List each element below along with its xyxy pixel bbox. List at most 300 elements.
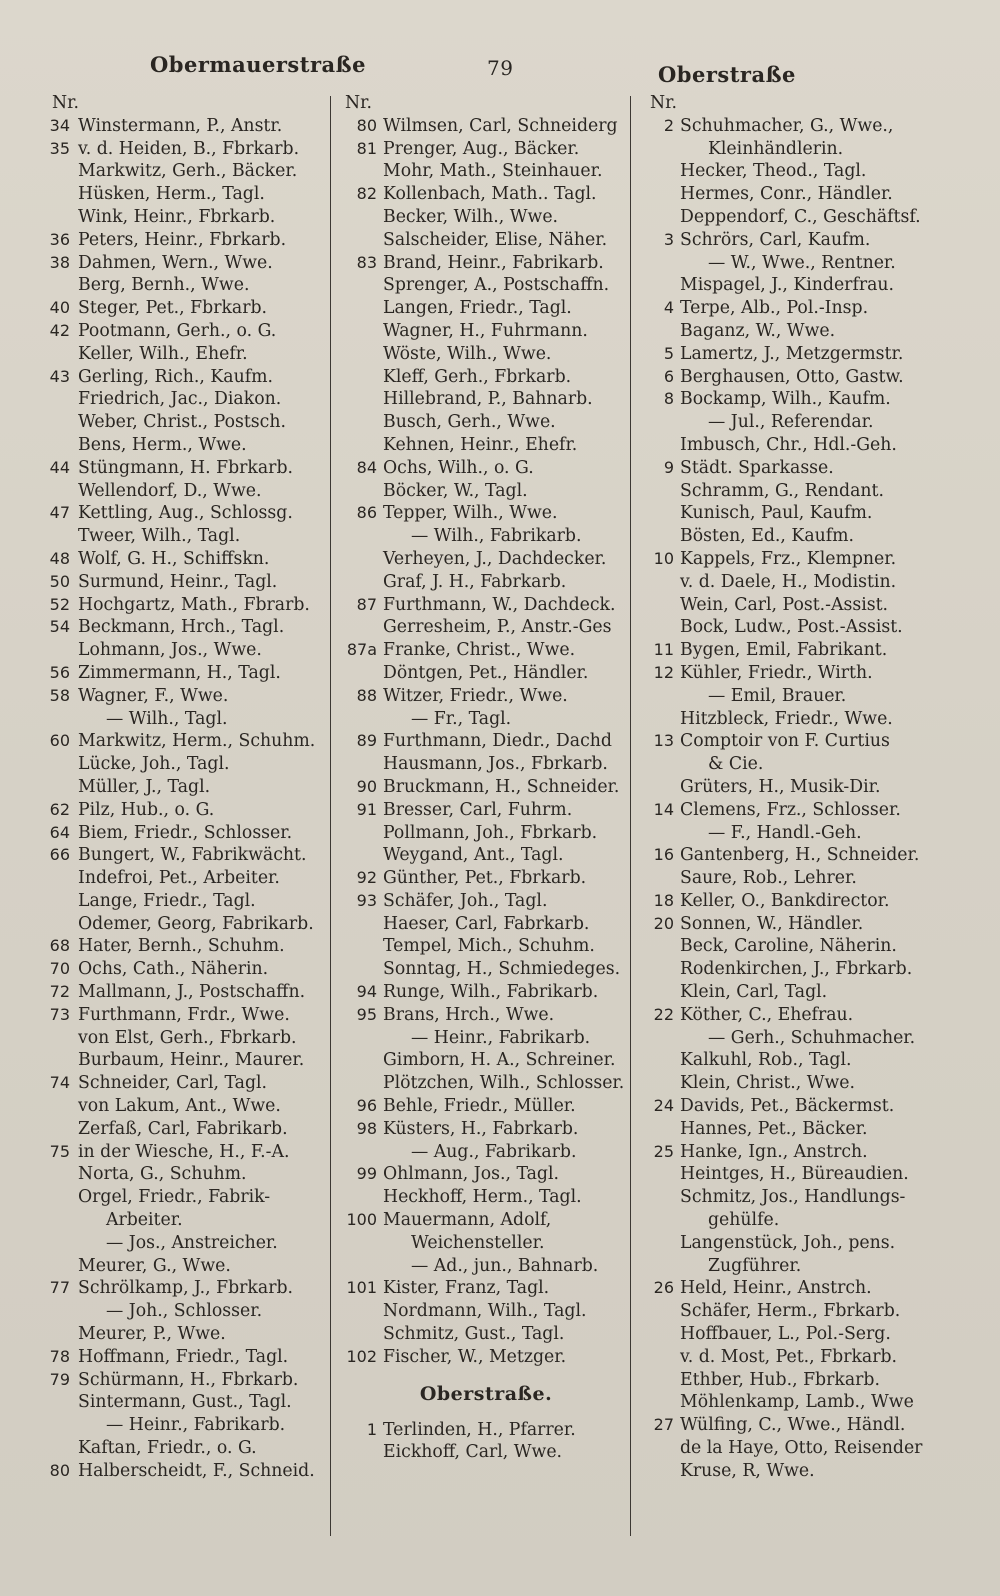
directory-entry [30, 958, 322, 981]
directory-entry [337, 434, 635, 457]
resident-text: Hillebrand, P., Bahnarb. [383, 389, 593, 410]
nr-column-label: Nr. [345, 93, 372, 113]
directory-entry [337, 616, 635, 639]
directory-entry [636, 183, 936, 206]
directory-entry [636, 662, 936, 685]
resident-text: Ohlmann, Jos., Tagl. [383, 1164, 560, 1185]
directory-entry [30, 434, 322, 457]
house-number: 38 [49, 252, 70, 272]
resident-text: Arbeiter. [106, 1210, 183, 1231]
resident-text: Wolf, G. H., Schiffskn. [78, 548, 270, 569]
directory-entry [337, 1141, 635, 1164]
directory-entry [337, 639, 635, 662]
resident-text: Schmitz, Jos., Handlungs- [680, 1187, 906, 1208]
house-number: 77 [49, 1278, 70, 1298]
house-number: 14 [653, 799, 674, 819]
directory-entry [636, 890, 936, 913]
page-header [40, 52, 960, 88]
directory-entry [337, 822, 635, 845]
house-number: 44 [49, 457, 70, 477]
resident-text: Odemer, Georg, Fabrikarb. [78, 913, 314, 934]
house-number: 12 [653, 662, 674, 682]
directory-entry [636, 571, 936, 594]
directory-entry [636, 616, 936, 639]
directory-entry [30, 138, 322, 161]
directory-entry [337, 457, 635, 480]
resident-text: Halberscheidt, F., Schneid. [78, 1460, 315, 1481]
resident-text: Günther, Pet., Fbrkarb. [383, 868, 587, 889]
resident-text: Kaftan, Friedr., o. G. [78, 1438, 257, 1459]
house-number: 99 [356, 1164, 377, 1184]
directory-entry [636, 525, 936, 548]
directory-entry [337, 343, 635, 366]
directory-entry [30, 1186, 322, 1209]
directory-entry [636, 252, 936, 275]
directory-entry [30, 160, 322, 183]
directory-entry [30, 1437, 322, 1460]
resident-text: — Jul., Referendar. [708, 412, 874, 433]
resident-text: Sonntag, H., Schmiedeges. [383, 959, 621, 980]
header-right-street: Oberstraße [658, 62, 796, 87]
resident-text: Mohr, Math., Steinhauer. [383, 161, 603, 182]
directory-entry [30, 1300, 322, 1323]
directory-entry [636, 480, 936, 503]
directory-entry [636, 1163, 936, 1186]
resident-text: Pilz, Hub., o. G. [78, 799, 215, 820]
directory-entry [30, 343, 322, 366]
resident-text: Baganz, W., Wwe. [680, 320, 836, 341]
page-number: 79 [487, 56, 514, 80]
resident-text: v. d. Most, Pet., Fbrkarb. [680, 1346, 898, 1367]
directory-entry [30, 548, 322, 571]
resident-text: Wülfing, C., Wwe., Händl. [680, 1415, 906, 1436]
directory-entry [30, 525, 322, 548]
house-number: 81 [356, 138, 377, 158]
house-number: 35 [49, 138, 70, 158]
directory-entry [30, 252, 322, 275]
directory-entry [636, 502, 936, 525]
directory-entry [636, 1323, 936, 1346]
directory-entry [30, 571, 322, 594]
directory-entry [30, 1255, 322, 1278]
resident-text: Verheyen, J., Dachdecker. [383, 548, 607, 569]
resident-text: Hitzbleck, Friedr., Wwe. [680, 708, 893, 729]
directory-entry [337, 1323, 635, 1346]
resident-text: Ochs, Cath., Näherin. [78, 959, 269, 980]
house-number: 8 [663, 389, 674, 409]
resident-text: Biem, Friedr., Schlosser. [78, 822, 293, 843]
resident-text: Furthmann, Diedr., Dachd [383, 731, 612, 752]
directory-entry [337, 411, 635, 434]
directory-entry [30, 274, 322, 297]
directory-entry [636, 708, 936, 731]
directory-entry [337, 981, 635, 1004]
directory-entry [30, 1277, 322, 1300]
directory-entry [30, 388, 322, 411]
resident-text: Lücke, Joh., Tagl. [78, 754, 230, 775]
resident-text: Kappels, Frz., Klempner. [680, 548, 897, 569]
directory-entry [30, 1391, 322, 1414]
resident-text: Sintermann, Gust., Tagl. [78, 1392, 292, 1413]
directory-entry [636, 411, 936, 434]
directory-entry [636, 913, 936, 936]
house-number: 96 [356, 1096, 377, 1116]
directory-entry [30, 1209, 322, 1232]
resident-text: Sonnen, W., Händler. [680, 913, 864, 934]
house-number: 22 [653, 1004, 674, 1024]
directory-entry [636, 1186, 936, 1209]
directory-entry [636, 594, 936, 617]
directory-entry [30, 708, 322, 731]
resident-text: Müller, J., Tagl. [78, 776, 211, 797]
directory-entry [636, 206, 936, 229]
resident-text: Runge, Wilh., Fabrikarb. [383, 982, 599, 1003]
resident-text: Heckhoff, Herm., Tagl. [383, 1187, 582, 1208]
directory-entry [30, 229, 322, 252]
column-3 [636, 92, 936, 1483]
resident-text: Kehnen, Heinr., Ehefr. [383, 434, 578, 455]
resident-text: gehülfe. [708, 1210, 780, 1231]
directory-entry [636, 1141, 936, 1164]
house-number: 43 [49, 366, 70, 386]
directory-entry [30, 480, 322, 503]
directory-entry [337, 844, 635, 867]
resident-text: Bygen, Emil, Fabrikant. [680, 640, 888, 661]
directory-entry [30, 594, 322, 617]
resident-text: Becker, Wilh., Wwe. [383, 206, 559, 227]
resident-text: — Gerh., Schuhmacher. [708, 1027, 916, 1048]
resident-text: Imbusch, Chr., Hdl.-Geh. [680, 434, 897, 455]
resident-text: Pollmann, Joh., Fbrkarb. [383, 822, 598, 843]
resident-text: Wöste, Wilh., Wwe. [383, 343, 552, 364]
resident-text: Schrörs, Carl, Kaufm. [680, 229, 871, 250]
house-number: 50 [49, 571, 70, 591]
resident-text: Peters, Heinr., Fbrkarb. [78, 229, 287, 250]
resident-text: von Elst, Gerh., Fbrkarb. [78, 1027, 297, 1048]
house-number: 98 [356, 1118, 377, 1138]
directory-entry [636, 1095, 936, 1118]
resident-text: Friedrich, Jac., Diakon. [78, 389, 282, 410]
directory-entry [30, 981, 322, 1004]
directory-entry [337, 753, 635, 776]
column-divider [330, 96, 331, 1536]
resident-text: Kettling, Aug., Schlossg. [78, 503, 293, 524]
resident-text: — Wilh., Fabrikarb. [411, 526, 582, 547]
directory-entry [337, 1163, 635, 1186]
directory-entry [337, 958, 635, 981]
resident-text: Schuhmacher, G., Wwe., [680, 115, 894, 136]
directory-entry [636, 639, 936, 662]
resident-text: & Cie. [708, 754, 764, 775]
resident-text: Comptoir von F. Curtius [680, 731, 890, 752]
directory-entry [30, 366, 322, 389]
resident-text: Burbaum, Heinr., Maurer. [78, 1050, 305, 1071]
resident-text: Bresser, Carl, Fuhrm. [383, 799, 573, 820]
house-number: 20 [653, 913, 674, 933]
directory-entry [636, 548, 936, 571]
directory-entry [337, 320, 635, 343]
resident-text: Nordmann, Wilh., Tagl. [383, 1301, 587, 1322]
directory-entry [337, 1232, 635, 1255]
house-number: 70 [49, 959, 70, 979]
directory-entry [636, 1255, 936, 1278]
resident-text: Wilmsen, Carl, Schneiderg [383, 115, 618, 136]
house-number: 36 [49, 229, 70, 249]
directory-entry [636, 1004, 936, 1027]
directory-entry [30, 1095, 322, 1118]
house-number: 72 [49, 982, 70, 1002]
resident-text: Busch, Gerh., Wwe. [383, 412, 556, 433]
directory-entry [636, 958, 936, 981]
directory-entry [337, 388, 635, 411]
resident-text: Grüters, H., Musik-Dir. [680, 776, 881, 797]
directory-entry [30, 730, 322, 753]
directory-entry [30, 1049, 322, 1072]
directory-entry [30, 457, 322, 480]
directory-entry [337, 183, 635, 206]
house-number: 89 [356, 731, 377, 751]
resident-text: Terpe, Alb., Pol.-Insp. [680, 298, 869, 319]
resident-text: Deppendorf, C., Geschäftsf. [680, 206, 921, 227]
directory-entry [30, 844, 322, 867]
resident-text: Hermes, Conr., Händler. [680, 184, 893, 205]
directory-entry [337, 799, 635, 822]
directory-entry [30, 1460, 322, 1483]
resident-text: Hochgartz, Math., Fbrarb. [78, 594, 310, 615]
directory-entry [30, 753, 322, 776]
directory-entry [636, 1414, 936, 1437]
directory-entry [636, 1346, 936, 1369]
resident-text: — W., Wwe., Rentner. [708, 252, 896, 273]
directory-entry [337, 1209, 635, 1232]
resident-text: Held, Heinr., Anstrch. [680, 1278, 872, 1299]
resident-text: Meurer, G., Wwe. [78, 1255, 231, 1276]
resident-text: Prenger, Aug., Bäcker. [383, 138, 580, 159]
house-number: 78 [49, 1346, 70, 1366]
resident-text: Hüsken, Herm., Tagl. [78, 184, 265, 205]
resident-text: Markwitz, Gerh., Bäcker. [78, 161, 298, 182]
directory-entry [30, 1004, 322, 1027]
directory-entry [636, 297, 936, 320]
resident-text: Brand, Heinr., Fabrikarb. [383, 252, 604, 273]
house-number: 42 [49, 320, 70, 340]
resident-text: Salscheider, Elise, Näher. [383, 229, 608, 250]
resident-text: Hanke, Ign., Anstrch. [680, 1141, 868, 1162]
house-number: 91 [356, 799, 377, 819]
directory-entry [30, 1027, 322, 1050]
resident-text: von Lakum, Ant., Wwe. [78, 1096, 281, 1117]
house-number: 90 [356, 776, 377, 796]
resident-text: Norta, G., Schuhm. [78, 1164, 247, 1185]
directory-entry [636, 1369, 936, 1392]
house-number: 80 [49, 1460, 70, 1480]
directory-entry [636, 776, 936, 799]
house-number: 60 [49, 731, 70, 751]
directory-entry [337, 502, 635, 525]
house-number: 24 [653, 1096, 674, 1116]
directory-entry [337, 1049, 635, 1072]
directory-entry [337, 776, 635, 799]
house-number: 73 [49, 1004, 70, 1024]
directory-entry [636, 981, 936, 1004]
directory-entry [337, 548, 635, 571]
directory-entry [337, 571, 635, 594]
directory-entry [30, 776, 322, 799]
directory-entry [636, 1232, 936, 1255]
house-number: 101 [346, 1278, 377, 1298]
resident-text: Hausmann, Jos., Fbrkarb. [383, 754, 608, 775]
house-number: 66 [49, 845, 70, 865]
resident-text: Weber, Christ., Postsch. [78, 412, 286, 433]
resident-text: Keller, O., Bankdirector. [680, 890, 890, 911]
directory-entry [337, 160, 635, 183]
directory-entry [337, 297, 635, 320]
resident-text: Beck, Caroline, Näherin. [680, 936, 897, 957]
directory-entry [30, 115, 322, 138]
resident-text: Sprenger, A., Postschaffn. [383, 275, 610, 296]
house-number: 58 [49, 685, 70, 705]
directory-entry [30, 639, 322, 662]
resident-text: Kalkuhl, Rob., Tagl. [680, 1050, 852, 1071]
resident-text: Stüngmann, H. Fbrkarb. [78, 457, 294, 478]
resident-text: Steger, Pet., Fbrkarb. [78, 298, 268, 319]
directory-entry [337, 730, 635, 753]
house-number: 5 [663, 343, 674, 363]
resident-text: Weygand, Ant., Tagl. [383, 845, 564, 866]
resident-text: Mispagel, J., Kinderfrau. [680, 275, 895, 296]
directory-entry [30, 890, 322, 913]
resident-text: Kister, Franz, Tagl. [383, 1278, 550, 1299]
directory-entry [636, 343, 936, 366]
directory-entry [337, 1277, 635, 1300]
directory-entry [337, 708, 635, 731]
resident-text: Schrölkamp, J., Fbrkarb. [78, 1278, 294, 1299]
directory-entry [636, 1072, 936, 1095]
directory-entry [337, 867, 635, 890]
directory-entry [30, 1141, 322, 1164]
directory-entry [636, 366, 936, 389]
resident-text: Hannes, Pet., Bäcker. [680, 1118, 868, 1139]
directory-entry [30, 1072, 322, 1095]
resident-text: Behle, Friedr., Müller. [383, 1096, 576, 1117]
directory-entry [337, 206, 635, 229]
directory-entry [636, 753, 936, 776]
directory-entry [337, 890, 635, 913]
resident-text: Bösten, Ed., Kaufm. [680, 526, 855, 547]
house-number: 34 [49, 115, 70, 135]
resident-text: Keller, Wilh., Ehefr. [78, 343, 248, 364]
resident-text: Lange, Friedr., Tagl. [78, 890, 256, 911]
resident-text: — Fr., Tagl. [411, 708, 512, 729]
resident-text: Plötzchen, Wilh., Schlosser. [383, 1073, 625, 1094]
house-number: 83 [356, 252, 377, 272]
house-number: 82 [356, 184, 377, 204]
resident-text: Schäfer, Herm., Fbrkarb. [680, 1301, 901, 1322]
directory-entry [636, 1391, 936, 1414]
directory-entry [337, 229, 635, 252]
directory-entry [636, 867, 936, 890]
house-number: 56 [49, 662, 70, 682]
directory-entry [636, 1300, 936, 1323]
resident-text: Davids, Pet., Bäckermst. [680, 1096, 895, 1117]
directory-entry [337, 252, 635, 275]
resident-text: Tempel, Mich., Schuhm. [383, 936, 595, 957]
house-number: 87a [346, 640, 377, 660]
directory-entry [30, 297, 322, 320]
resident-text: — Heinr., Fabrikarb. [411, 1027, 591, 1048]
resident-text: Furthmann, Frdr., Wwe. [78, 1004, 290, 1025]
directory-entry [636, 434, 936, 457]
directory-entry [636, 457, 936, 480]
resident-text: de la Haye, Otto, Reisender [680, 1438, 923, 1459]
directory-entry [636, 844, 936, 867]
directory-entry [337, 1300, 635, 1323]
directory-entry [636, 935, 936, 958]
resident-text: Hoffmann, Friedr., Tagl. [78, 1346, 289, 1367]
resident-text: Bock, Ludw., Post.-Assist. [680, 617, 903, 638]
directory-entry [30, 867, 322, 890]
house-number: 92 [356, 868, 377, 888]
directory-entry [30, 822, 322, 845]
resident-text: Haeser, Carl, Fabrkarb. [383, 913, 590, 934]
resident-text: Wagner, F., Wwe. [78, 685, 229, 706]
directory-entry [30, 1323, 322, 1346]
directory-entry [337, 594, 635, 617]
directory-entry [337, 480, 635, 503]
house-number: 80 [356, 115, 377, 135]
directory-entry [337, 913, 635, 936]
resident-text: Berghausen, Otto, Gastw. [680, 366, 904, 387]
house-number: 79 [49, 1369, 70, 1389]
directory-entry [337, 685, 635, 708]
resident-text: Clemens, Frz., Schlosser. [680, 799, 901, 820]
resident-text: Ochs, Wilh., o. G. [383, 457, 534, 478]
resident-text: Berg, Bernh., Wwe. [78, 275, 250, 296]
resident-text: Bungert, W., Fabrikwächt. [78, 845, 307, 866]
directory-entry [636, 1460, 936, 1483]
directory-entry [337, 1072, 635, 1095]
house-number: 6 [663, 366, 674, 386]
directory-entry [636, 1277, 936, 1300]
resident-text: Schäfer, Joh., Tagl. [383, 890, 548, 911]
resident-text: Hecker, Theod., Tagl. [680, 161, 867, 182]
directory-entry [337, 1255, 635, 1278]
house-number: 27 [653, 1415, 674, 1435]
resident-text: Tweer, Wilh., Tagl. [78, 526, 241, 547]
resident-text: Ethber, Hub., Fbrkarb. [680, 1369, 880, 1390]
nr-column-label: Nr. [52, 93, 79, 113]
resident-text: Markwitz, Herm., Schuhm. [78, 731, 316, 752]
house-number: 25 [653, 1141, 674, 1161]
resident-text: Hoffbauer, L., Pol.-Serg. [680, 1324, 891, 1345]
directory-entry [337, 1004, 635, 1027]
directory-entry [30, 1118, 322, 1141]
directory-entry [636, 320, 936, 343]
house-number: 52 [49, 594, 70, 614]
resident-text: Graf, J. H., Fabrkarb. [383, 571, 567, 592]
resident-text: Küsters, H., Fabrkarb. [383, 1118, 579, 1139]
house-number: 93 [356, 890, 377, 910]
directory-entry [636, 1209, 936, 1232]
directory-entry [337, 1027, 635, 1050]
directory-entry [636, 1049, 936, 1072]
directory-entry [337, 115, 635, 138]
resident-text: Kruse, R, Wwe. [680, 1460, 815, 1481]
house-number: 4 [663, 298, 674, 318]
resident-text: Gantenberg, H., Schneider. [680, 845, 920, 866]
directory-entry [30, 1369, 322, 1392]
resident-text: Schürmann, H., Fbrkarb. [78, 1369, 299, 1390]
